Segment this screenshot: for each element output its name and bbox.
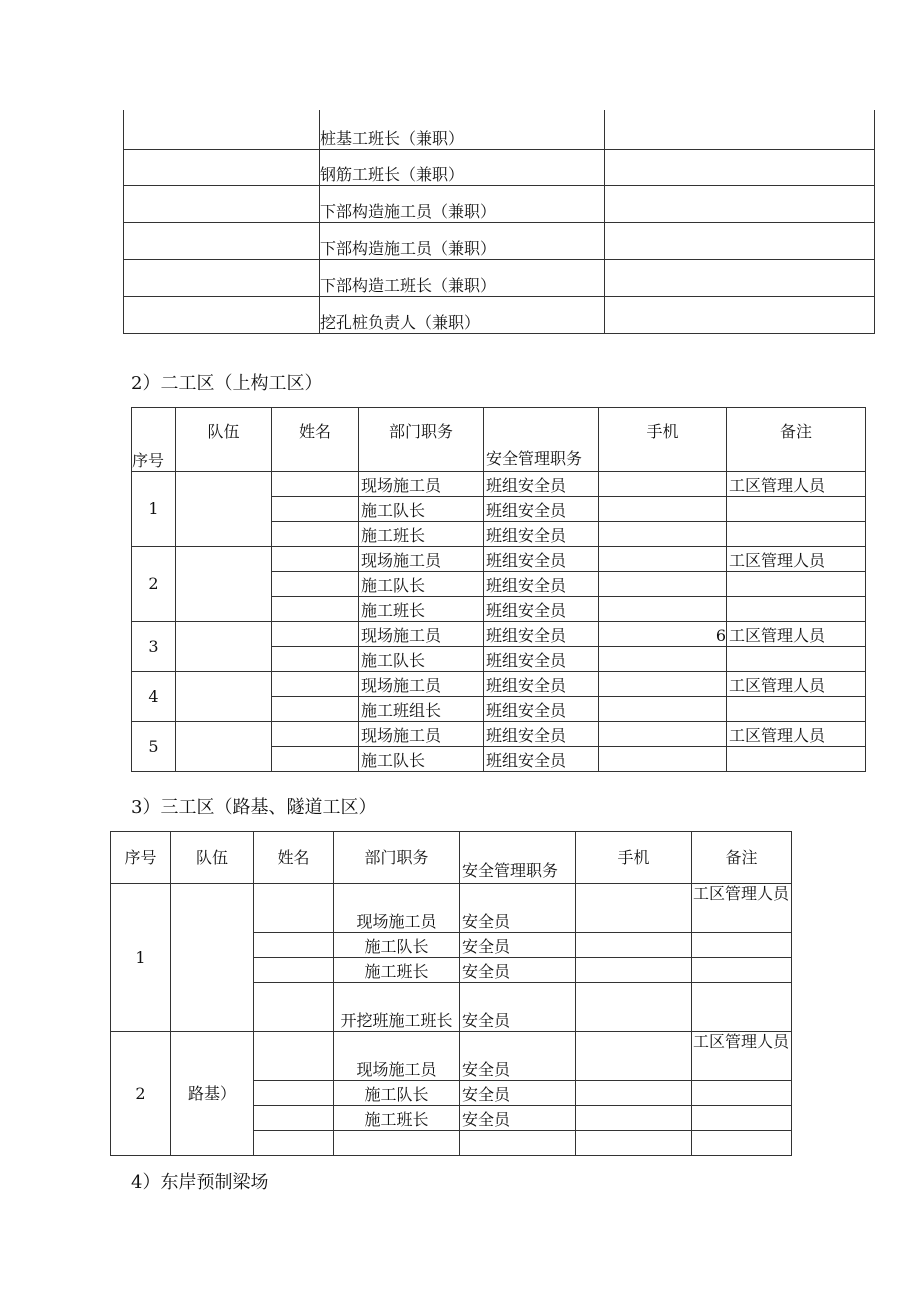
table-row bbox=[132, 722, 866, 747]
table-row bbox=[132, 672, 866, 697]
name-cell bbox=[272, 472, 359, 497]
header-safety-role: 安全管理职务 bbox=[460, 832, 576, 884]
note-cell bbox=[727, 597, 866, 622]
phone-cell: 6 bbox=[599, 622, 727, 647]
safety-cell: 班组安全员 bbox=[484, 522, 599, 547]
note-cell: 工区管理人员 bbox=[727, 622, 866, 647]
name-cell bbox=[254, 983, 334, 1032]
note-cell bbox=[727, 522, 866, 547]
dept-cell: 施工班长 bbox=[359, 597, 484, 622]
dept-cell: 施工队长 bbox=[359, 572, 484, 597]
team-cell bbox=[176, 472, 272, 547]
safety-cell: 班组安全员 bbox=[484, 647, 599, 672]
name-cell bbox=[254, 1131, 334, 1156]
safety-cell: 班组安全员 bbox=[484, 622, 599, 647]
table-row bbox=[111, 884, 792, 933]
table-header-row bbox=[111, 832, 792, 884]
table-section1-continued bbox=[123, 110, 875, 334]
phone-cell bbox=[599, 597, 727, 622]
name-cell bbox=[272, 497, 359, 522]
phone-cell bbox=[599, 697, 727, 722]
row-no: 5 bbox=[132, 722, 176, 772]
phone-cell bbox=[576, 958, 692, 983]
note-cell bbox=[692, 1131, 792, 1156]
table-row bbox=[124, 149, 875, 185]
dept-cell: 现场施工员 bbox=[359, 547, 484, 572]
safety-cell: 安全员 bbox=[460, 1081, 576, 1106]
dept-cell: 施工队长 bbox=[359, 747, 484, 772]
team-cell: 路基） bbox=[171, 1032, 254, 1156]
team-cell bbox=[176, 547, 272, 622]
header-note: 备注 bbox=[727, 408, 866, 472]
dept-cell: 现场施工员 bbox=[359, 472, 484, 497]
name-cell bbox=[272, 547, 359, 572]
section2-heading: 2）二工区（上构工区） bbox=[131, 373, 323, 394]
name-cell bbox=[272, 622, 359, 647]
dept-role-cell: 下部构造施工员（兼职） bbox=[320, 185, 605, 222]
name-cell bbox=[272, 572, 359, 597]
team-cell bbox=[176, 722, 272, 772]
header-phone: 手机 bbox=[599, 408, 727, 472]
note-cell bbox=[727, 572, 866, 597]
header-name: 姓名 bbox=[272, 408, 359, 472]
safety-cell: 班组安全员 bbox=[484, 672, 599, 697]
safety-cell: 班组安全员 bbox=[484, 597, 599, 622]
note-cell: 工区管理人员 bbox=[727, 472, 866, 497]
safety-cell: 班组安全员 bbox=[484, 497, 599, 522]
phone-cell bbox=[576, 1131, 692, 1156]
header-name: 姓名 bbox=[254, 832, 334, 884]
safety-cell: 安全员 bbox=[460, 983, 576, 1032]
row-no: 2 bbox=[132, 547, 176, 622]
phone-cell bbox=[599, 722, 727, 747]
note-cell bbox=[727, 647, 866, 672]
table-section3 bbox=[110, 831, 792, 1156]
dept-cell: 施工队长 bbox=[334, 933, 460, 958]
note-cell: 工区管理人员 bbox=[692, 884, 792, 933]
dept-cell: 现场施工员 bbox=[359, 722, 484, 747]
phone-cell bbox=[576, 1081, 692, 1106]
table-row bbox=[124, 185, 875, 222]
section4-heading: 4）东岸预制梁场 bbox=[131, 1172, 269, 1193]
note-cell: 工区管理人员 bbox=[692, 1032, 792, 1081]
phone-cell bbox=[599, 747, 727, 772]
table-row bbox=[111, 1032, 792, 1081]
header-phone: 手机 bbox=[576, 832, 692, 884]
dept-cell: 施工班组长 bbox=[359, 697, 484, 722]
note-cell bbox=[692, 983, 792, 1032]
name-cell bbox=[272, 697, 359, 722]
phone-cell bbox=[599, 647, 727, 672]
header-dept: 部门职务 bbox=[359, 408, 484, 472]
header-note: 备注 bbox=[692, 832, 792, 884]
safety-cell: 安全员 bbox=[460, 1032, 576, 1081]
name-cell bbox=[254, 884, 334, 933]
name-cell bbox=[254, 958, 334, 983]
team-cell bbox=[176, 622, 272, 672]
safety-cell bbox=[460, 1131, 576, 1156]
phone-cell bbox=[576, 983, 692, 1032]
phone-cell bbox=[576, 1106, 692, 1131]
table-row bbox=[124, 296, 875, 333]
row-no: 1 bbox=[111, 884, 171, 1032]
section3-heading: 3）三工区（路基、隧道工区） bbox=[131, 797, 377, 818]
note-cell bbox=[692, 1106, 792, 1131]
dept-cell: 施工班长 bbox=[359, 522, 484, 547]
header-team: 队伍 bbox=[176, 408, 272, 472]
table-header-row bbox=[132, 408, 866, 472]
header-no: 序号 bbox=[111, 832, 171, 884]
header-dept: 部门职务 bbox=[334, 832, 460, 884]
note-cell bbox=[727, 747, 866, 772]
note-cell bbox=[692, 1081, 792, 1106]
table-row bbox=[132, 472, 866, 497]
note-cell bbox=[692, 933, 792, 958]
dept-role-cell: 下部构造施工员（兼职） bbox=[320, 222, 605, 259]
safety-cell: 安全员 bbox=[460, 1106, 576, 1131]
phone-cell bbox=[599, 497, 727, 522]
safety-cell: 安全员 bbox=[460, 958, 576, 983]
safety-cell: 班组安全员 bbox=[484, 547, 599, 572]
safety-cell: 安全员 bbox=[460, 884, 576, 933]
phone-cell bbox=[576, 933, 692, 958]
table-row bbox=[124, 259, 875, 296]
name-cell bbox=[254, 1032, 334, 1081]
header-safety-role: 安全管理职务 bbox=[484, 408, 599, 472]
safety-cell: 班组安全员 bbox=[484, 697, 599, 722]
phone-cell bbox=[599, 572, 727, 597]
dept-role-cell: 下部构造工班长（兼职） bbox=[320, 259, 605, 296]
name-cell bbox=[254, 1106, 334, 1131]
note-cell bbox=[692, 958, 792, 983]
dept-cell: 施工班长 bbox=[334, 1106, 460, 1131]
dept-cell bbox=[334, 1131, 460, 1156]
safety-cell: 班组安全员 bbox=[484, 747, 599, 772]
header-no: 序号 bbox=[132, 408, 176, 472]
note-cell: 工区管理人员 bbox=[727, 672, 866, 697]
note-cell bbox=[727, 697, 866, 722]
row-no: 1 bbox=[132, 472, 176, 547]
dept-cell: 施工队长 bbox=[359, 497, 484, 522]
name-cell bbox=[254, 933, 334, 958]
phone-cell bbox=[599, 522, 727, 547]
phone-cell bbox=[599, 472, 727, 497]
row-no: 3 bbox=[132, 622, 176, 672]
safety-cell: 安全员 bbox=[460, 933, 576, 958]
name-cell bbox=[272, 647, 359, 672]
name-cell bbox=[272, 722, 359, 747]
note-cell: 工区管理人员 bbox=[727, 722, 866, 747]
dept-cell: 施工班长 bbox=[334, 958, 460, 983]
phone-cell bbox=[599, 547, 727, 572]
name-cell bbox=[272, 747, 359, 772]
dept-cell: 现场施工员 bbox=[359, 672, 484, 697]
phone-cell bbox=[599, 672, 727, 697]
table-row bbox=[132, 547, 866, 572]
dept-cell: 开挖班施工班长 bbox=[334, 983, 460, 1032]
safety-cell: 班组安全员 bbox=[484, 472, 599, 497]
dept-cell: 现场施工员 bbox=[334, 1032, 460, 1081]
dept-cell: 现场施工员 bbox=[359, 622, 484, 647]
name-cell bbox=[272, 522, 359, 547]
dept-role-cell: 钢筋工班长（兼职） bbox=[320, 149, 605, 185]
table-row bbox=[124, 110, 875, 149]
dept-role-cell: 桩基工班长（兼职） bbox=[320, 110, 605, 149]
team-cell bbox=[176, 672, 272, 722]
note-cell: 工区管理人员 bbox=[727, 547, 866, 572]
table-row bbox=[132, 622, 866, 647]
safety-cell: 班组安全员 bbox=[484, 722, 599, 747]
header-team: 队伍 bbox=[171, 832, 254, 884]
phone-cell bbox=[576, 1032, 692, 1081]
note-cell bbox=[727, 497, 866, 522]
team-cell bbox=[171, 884, 254, 1032]
phone-cell bbox=[576, 884, 692, 933]
table-row bbox=[124, 222, 875, 259]
dept-role-cell: 挖孔桩负责人（兼职） bbox=[320, 296, 605, 333]
safety-cell: 班组安全员 bbox=[484, 572, 599, 597]
name-cell bbox=[272, 597, 359, 622]
row-no: 4 bbox=[132, 672, 176, 722]
name-cell bbox=[272, 672, 359, 697]
name-cell bbox=[254, 1081, 334, 1106]
dept-cell: 施工队长 bbox=[359, 647, 484, 672]
dept-cell: 现场施工员 bbox=[334, 884, 460, 933]
dept-cell: 施工队长 bbox=[334, 1081, 460, 1106]
row-no: 2 bbox=[111, 1032, 171, 1156]
table-section2 bbox=[131, 407, 866, 772]
